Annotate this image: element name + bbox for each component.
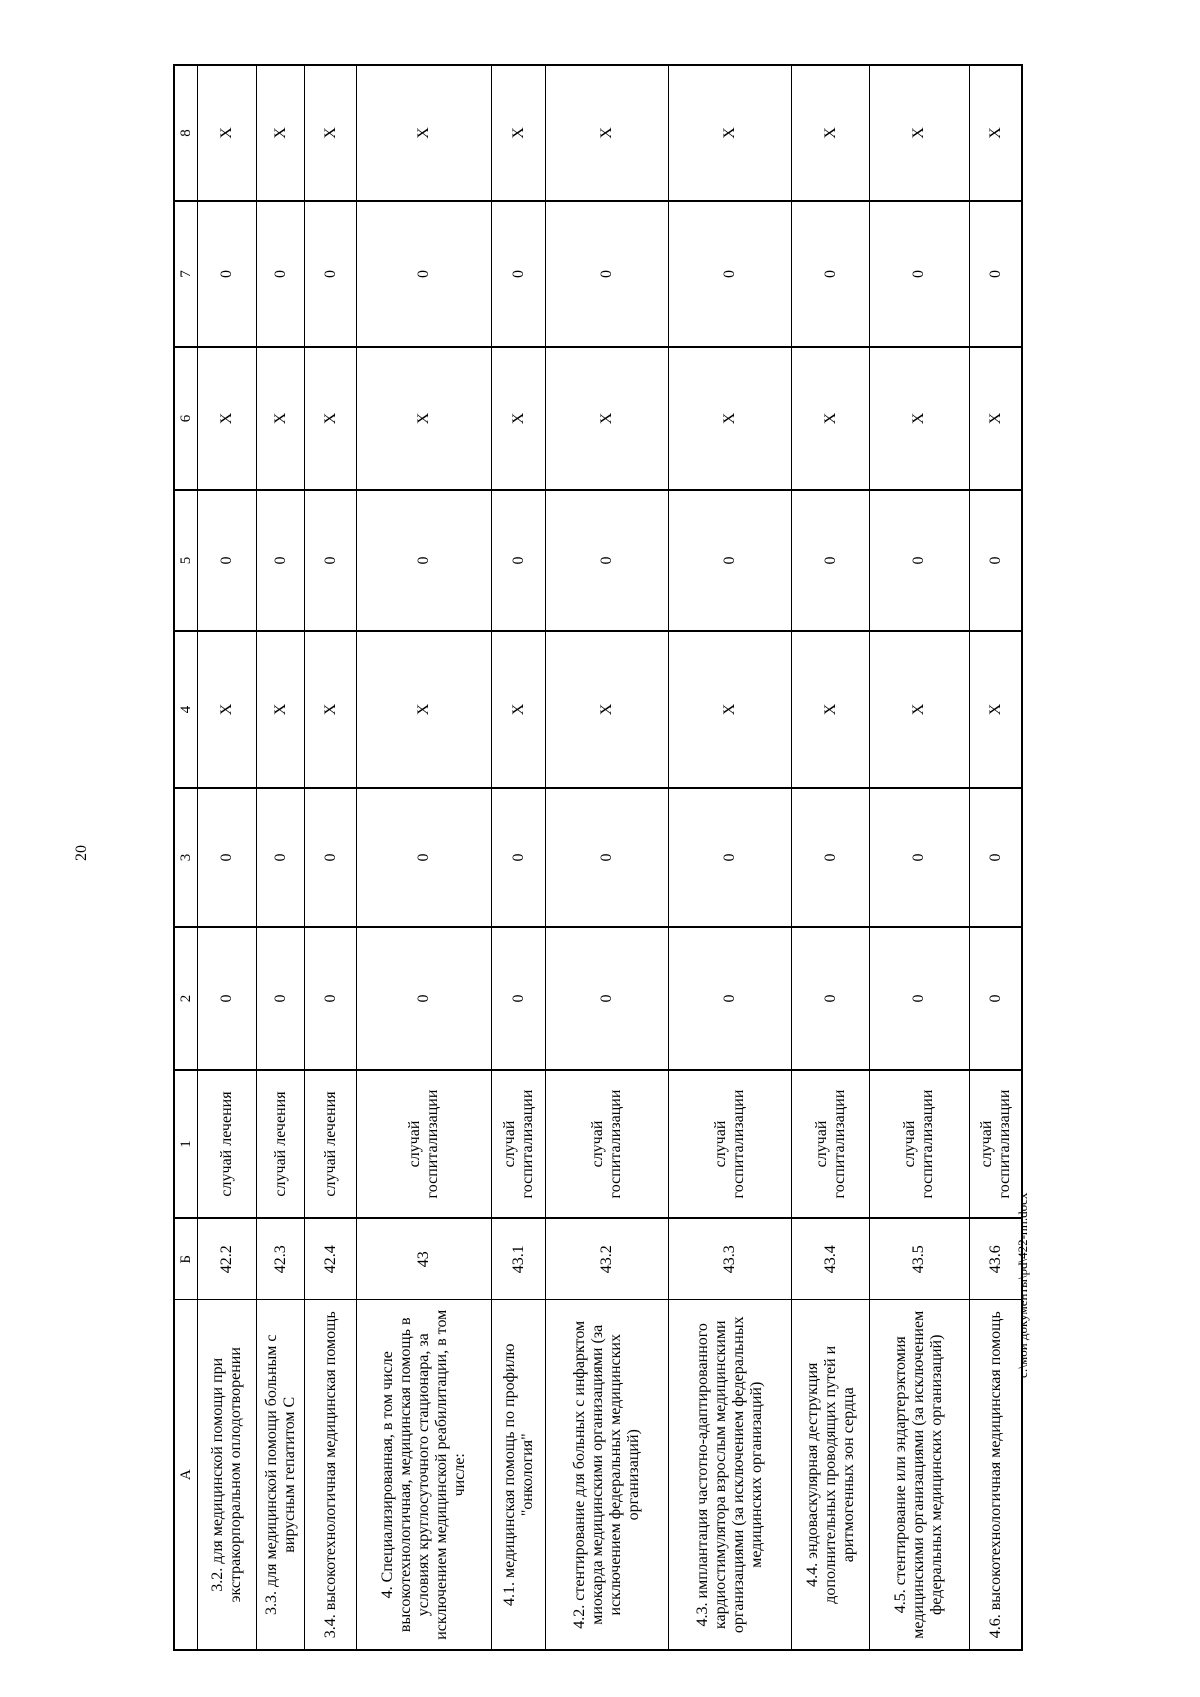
table-cell: 0 [491, 788, 546, 927]
table-cell: случай лечения [198, 1070, 257, 1218]
table-cell: 0 [792, 788, 869, 927]
footer-file-path: c:\мои документы\pd\422-пп.docx [1015, 1192, 1030, 1378]
table-body [198, 65, 1023, 1650]
row-code-cell: 43.1 [491, 1218, 546, 1300]
table-cell: Х [357, 65, 491, 201]
table-cell: 0 [546, 201, 669, 347]
table-cell: Х [970, 631, 1022, 788]
table-cell: случай госпитализации [357, 1070, 491, 1218]
table-cell: 0 [792, 490, 869, 631]
table-cell: 0 [198, 788, 257, 927]
table-cell: 0 [869, 788, 969, 927]
table-cell: Х [305, 347, 357, 490]
table-cell: случай госпитализации [669, 1070, 792, 1218]
table-cell: Х [970, 65, 1022, 201]
table-row [546, 65, 669, 1650]
table-row [198, 65, 257, 1650]
table-cell: 0 [257, 927, 305, 1070]
table-cell: 0 [198, 927, 257, 1070]
table-cell: 0 [869, 201, 969, 347]
table-cell: Х [669, 631, 792, 788]
row-label-cell: 4.2. стентирование для больных с инфарктом миокарда медицинскими организациями (за исключением федеральных медицинских организаций) [546, 1300, 669, 1650]
table-row [357, 65, 491, 1650]
table-cell: Х [491, 631, 546, 788]
row-code-cell: 43.5 [869, 1218, 969, 1300]
table-cell: 0 [669, 788, 792, 927]
table-cell: 0 [792, 201, 869, 347]
table-cell: Х [491, 347, 546, 490]
table-cell: 0 [970, 788, 1022, 927]
table-row [305, 65, 357, 1650]
page-number: 20 [73, 845, 90, 861]
table-cell: 0 [970, 201, 1022, 347]
row-label-cell: 3.2. для медицинской помощи при экстракорпоральном оплодотворении [198, 1300, 257, 1650]
table-cell: 0 [792, 927, 869, 1070]
row-code-cell: 42.2 [198, 1218, 257, 1300]
table-cell: Х [305, 65, 357, 201]
header-cell: 5 [174, 490, 198, 631]
table-cell: 0 [970, 490, 1022, 631]
table-cell: 0 [305, 490, 357, 631]
table-cell: 0 [491, 490, 546, 631]
table-cell: Х [669, 347, 792, 490]
row-code-cell: 42.3 [257, 1218, 305, 1300]
table-cell: 0 [198, 490, 257, 631]
table-cell: Х [257, 347, 305, 490]
table-cell: 0 [305, 201, 357, 347]
table-cell: случай госпитализации [970, 1070, 1022, 1218]
row-label-cell: 4. Специализированная, в том числе высокотехнологичная, медицинская помощь в условиях круглосуточного стационара, за исключением медицинской реабилитации, в том числе: [357, 1300, 491, 1650]
header-cell: 7 [174, 201, 198, 347]
table-cell: 0 [491, 201, 546, 347]
table-cell: 0 [546, 490, 669, 631]
table-cell: 0 [257, 490, 305, 631]
table-cell: Х [357, 631, 491, 788]
row-code-cell: 43.3 [669, 1218, 792, 1300]
table-row [491, 65, 546, 1650]
table-row [669, 65, 792, 1650]
table-cell: Х [546, 347, 669, 490]
table-cell: Х [792, 347, 869, 490]
table-cell: 0 [869, 490, 969, 631]
table-cell: 0 [305, 788, 357, 927]
table-cell: 0 [669, 927, 792, 1070]
table-cell: Х [869, 65, 969, 201]
row-label-cell: 4.3. имплантация частотно-адаптированного кардиостимулятора взрослым медицинскими организациями (за исключением федеральных медицинских организаций) [669, 1300, 792, 1650]
table-cell: Х [198, 347, 257, 490]
table-row [869, 65, 969, 1650]
table-cell: 0 [970, 927, 1022, 1070]
table-cell: Х [257, 631, 305, 788]
table-cell: Х [257, 65, 305, 201]
header-cell: 2 [174, 927, 198, 1070]
table-cell: случай госпитализации [546, 1070, 669, 1218]
row-code-cell: 43 [357, 1218, 491, 1300]
row-code-cell: 43.4 [792, 1218, 869, 1300]
table-cell: 0 [546, 788, 669, 927]
data-table [173, 64, 1023, 1651]
table-row [792, 65, 869, 1650]
header-cell: 6 [174, 347, 198, 490]
header-cell: 3 [174, 788, 198, 927]
table-cell: случай госпитализации [792, 1070, 869, 1218]
table-cell: Х [792, 65, 869, 201]
table-cell: 0 [357, 490, 491, 631]
row-code-cell: 43.6 [970, 1218, 1022, 1300]
table-cell: 0 [546, 927, 669, 1070]
row-code-cell: 43.2 [546, 1218, 669, 1300]
table-cell: случай госпитализации [869, 1070, 969, 1218]
table-cell: случай госпитализации [491, 1070, 546, 1218]
table-cell: 0 [357, 927, 491, 1070]
table-row [257, 65, 305, 1650]
header-cell: 1 [174, 1070, 198, 1218]
table-cell: Х [869, 631, 969, 788]
table-cell: 0 [669, 490, 792, 631]
table-cell: 0 [357, 788, 491, 927]
header-cell: Б [174, 1218, 198, 1300]
table-cell: Х [970, 347, 1022, 490]
table-cell: 0 [305, 927, 357, 1070]
table-cell: Х [792, 631, 869, 788]
table-cell: Х [491, 65, 546, 201]
row-label-cell: 3.3. для медицинской помощи больным с вирусным гепатитом С [257, 1300, 305, 1650]
table-cell: Х [546, 631, 669, 788]
row-label-cell: 4.6. высокотехнологичная медицинская помощь [970, 1300, 1022, 1650]
table-cell: 0 [869, 927, 969, 1070]
table-cell: 0 [669, 201, 792, 347]
header-row [174, 65, 198, 1650]
table-cell: случай лечения [257, 1070, 305, 1218]
table-cell: Х [669, 65, 792, 201]
table-cell: 0 [357, 201, 491, 347]
row-label-cell: 3.4. высокотехнологичная медицинская помощь [305, 1300, 357, 1650]
row-label-cell: 4.4. эндоваскулярная деструкция дополнительных проводящих путей и аритмогенных зон сердца [792, 1300, 869, 1650]
table-row [970, 65, 1022, 1650]
row-code-cell: 42.4 [305, 1218, 357, 1300]
table-cell: Х [869, 347, 969, 490]
table-cell: Х [305, 631, 357, 788]
table-cell: Х [198, 65, 257, 201]
table-cell: Х [357, 347, 491, 490]
row-label-cell: 4.5. стентирование или эндартерэктомия медицинскими организациями (за исключением федеральных медицинских организаций) [869, 1300, 969, 1650]
header-cell: 8 [174, 65, 198, 201]
table-cell: Х [546, 65, 669, 201]
table-cell: Х [198, 631, 257, 788]
table-cell: 0 [257, 201, 305, 347]
rotated-table-wrapper [173, 66, 1023, 1651]
header-cell: 4 [174, 631, 198, 788]
table-cell: 0 [491, 927, 546, 1070]
table-cell: случай лечения [305, 1070, 357, 1218]
table-cell: 0 [257, 788, 305, 927]
header-cell: А [174, 1300, 198, 1650]
row-label-cell: 4.1. медицинская помощь по профилю "онкология" [491, 1300, 546, 1650]
table-cell: 0 [198, 201, 257, 347]
